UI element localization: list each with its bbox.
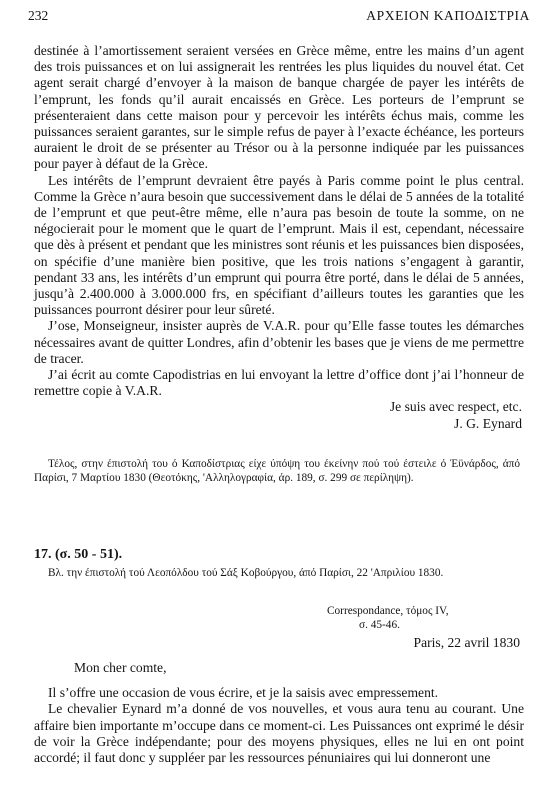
document-heading: 17. (σ. 50 - 51). [34, 547, 123, 562]
body-paragraph: Les intérêts de l’emprunt devraient être payés à Paris comme point le plus central. Comme la Grèce n’aura besoin que successivement dans le délai de 5 années de la totalité de l’emprunt et que peut-être même, elle n’aura pas besoin de toute la somme, on ne négocierait pour le moment que le quart de l’emprunt. Mais il est, cependant, nécessaire que dès à présent et pendant que les ministres sont réunis et les puissances bien disposées, on spécifie d’une manière bien positive, que les trois nations s’engagent à garantir, pendant 33 ans, les intérêts d’un emprunt qui pourra être porté, dans le délai de 5 années, jusqu’à 2.400.000 à 3.000.000 frs, en spécifiant d’ailleurs toutes les garanties que les puissances pourront désirer pour leur sûreté. [34, 172, 524, 318]
dateline: Paris, 22 avril 1830 [413, 635, 520, 650]
page-number: 232 [28, 8, 49, 23]
body-paragraph: destinée à l’amortissement seraient versées en Grèce même, entre les mains d’un agent des trois puissances et on lui assignerait les rentrées les plus liquides du nouvel état. Cet agent serait chargé d’envoyer à la maison de banque chargée de payer les intérêts de l’emprunt, les fonds qu’il aurait encaissés en Grèce. Les porteurs de l’emprunt se présenteraient dans cette maison pour y percevoir les intérêts échus mais, comme les puissances seraient garantes, sur le simple refus de payer à l’exacte échéance, les porteurs auraient le droit de se présenter au Trésor ou à la personne indiquée par les puissances pour payer à défaut de la Grèce. [34, 43, 524, 172]
salutation: Mon cher comte, [74, 660, 167, 675]
source-reference [327, 604, 449, 632]
signature: J. G. Eynard [454, 415, 522, 431]
letter-continuation [34, 43, 524, 432]
body-paragraph: Il s’offre une occasion de vous écrire, et je la saisis avec empressement. [48, 685, 439, 701]
document-summary: Βλ. την έπιστολή τού Λεοπόλδου τού Σάξ Κοβούργου, άπό Παρίσι, 22 'Απριλίου 1830. [48, 567, 444, 579]
body-paragraph: Le chevalier Eynard m’a donné de vos nouvelles, et vous aura tenu au courant. Une affaire bien importante m’occupe dans ce moment-ci. Les Puissances ont exprimé le désir de voir la Grèce indépendante; pour des moyens physiques, elles ne lui en ont point accordé; il faut donc y suppléer par les ressources pénuniaires qui lui donneront une [34, 701, 524, 766]
page-header [28, 8, 530, 24]
body-paragraph: J’ose, Monseigneur, insister auprès de V.A.R. pour qu’Elle fasse toutes les démarches nécessaires avant de quitter Londres, afin d’obtenir les bases que je viens de me permettre de tracer. [34, 318, 524, 366]
body-paragraph: J’ai écrit au comte Capodistrias en lui envoyant la lettre d’office dont j’ai l’honneur de remettre copie à V.A.R. [34, 367, 524, 399]
running-title: ΑΡΧΕΙΟΝ ΚΑΠΟΔΙΣΤΡΙΑ [366, 8, 530, 23]
source-pages: σ. 45-46. [359, 619, 400, 631]
letter-body [34, 660, 524, 766]
source-title: Correspondance, τόμος IV, [327, 605, 449, 617]
editorial-note: Τέλος, στην έπιστολή του ό Καποδίστριας είχε ύπόψη του έκείνην πού τού έστειλε ό Έϋνάρδος, άπό Παρίσι, 7 Μαρτίου 1830 (Θεοτόκης, 'Αλληλογραφία, άρ. 189, σ. 299 σε περίληψη). [34, 458, 520, 484]
closing-formula: Je suis avec respect, etc. [389, 399, 522, 415]
